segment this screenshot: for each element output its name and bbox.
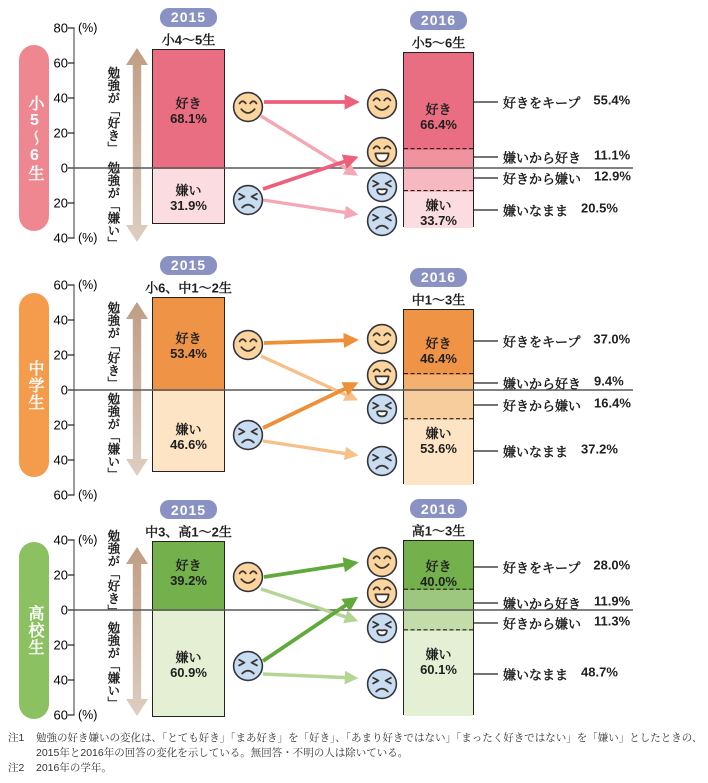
updown-arrow	[126, 302, 148, 476]
face-laugh-icon	[366, 359, 398, 391]
grade-label-2015: 小6、中1〜2生	[145, 280, 232, 296]
bar-2016-segment-1	[404, 590, 473, 611]
axis-note-like: 勉強が「好き」	[105, 301, 120, 389]
flow-label-text: 嫌いから好き	[503, 596, 582, 612]
bar-2015-like-text-value: 53.4%	[170, 346, 207, 361]
grade-label-2016: 小5〜6生	[411, 35, 466, 51]
footnote-2-text: 2016年の学年。	[36, 762, 112, 775]
flow-arrow-like-to-dislike	[261, 116, 355, 174]
axis-tick-label: 40	[53, 312, 68, 328]
badge-2016: 2016	[410, 11, 467, 30]
bar-2016-dislike-text-value: 53.6%	[420, 441, 457, 456]
flow-label	[503, 396, 631, 415]
badge-2015: 2015	[160, 500, 217, 519]
flow-value: 11.3%	[594, 613, 631, 629]
flow-value: 12.9%	[594, 168, 631, 184]
axis-tick-label: 20	[53, 195, 68, 211]
badge-2015: 2015	[160, 256, 217, 275]
flow-label-text: 嫌いなまま	[503, 203, 569, 219]
flow-arrow-like-keep	[264, 563, 355, 577]
axis-tick-label: 20	[53, 125, 68, 141]
flow-label	[503, 558, 630, 577]
flow-label	[503, 169, 631, 188]
flow-label	[503, 614, 630, 633]
group-pill-label: 中学生	[26, 359, 43, 411]
axis-tick-label: 20	[53, 637, 68, 653]
badge-2016: 2016	[410, 499, 467, 518]
flow-arrow-dislike-stay	[263, 200, 355, 214]
axis-tick-label: 20	[53, 567, 68, 583]
bar-2015-dislike-text	[170, 650, 207, 680]
face-laugh-icon	[366, 577, 398, 609]
bar-2016-like-text	[420, 559, 457, 589]
face-sad-icon	[366, 205, 398, 237]
bar-2016-like-text-label: 好き	[425, 336, 452, 351]
axis-tick-label: 40	[53, 672, 68, 688]
bar-2016-like-text	[420, 336, 457, 366]
percent-unit-label-bottom: (%)	[78, 231, 98, 245]
group-pill-label: 小5〜6生	[26, 94, 43, 182]
grade-label-2016: 高1〜3生	[411, 523, 466, 539]
flow-label-text: 嫌いなまま	[503, 444, 569, 460]
grade-label-2016: 中1〜3生	[411, 292, 466, 308]
axis-note-dislike: 勉強が「嫌い」	[105, 161, 120, 249]
percent-unit-label-top: (%)	[78, 278, 98, 292]
bar-2016-dislike-text	[420, 647, 457, 677]
axis-tick-label: 60	[53, 487, 68, 503]
group-pill-label: 高校生	[26, 605, 43, 656]
bar-2015-like-text	[170, 558, 207, 588]
bar-2016-dislike-text-value: 60.1%	[420, 662, 457, 677]
axis-tick-label: 80	[53, 20, 68, 36]
axis-tick-label: 60	[53, 55, 68, 71]
flow-label-text: 好きから嫌い	[503, 171, 582, 187]
footnotes	[8, 731, 704, 777]
bar-2016-dislike-text	[420, 198, 457, 228]
bar-2015-dislike-text	[170, 422, 207, 452]
axis-note-dislike: 勉強が「嫌い」	[105, 392, 120, 480]
flow-label	[503, 442, 618, 461]
flow-value: 55.4%	[593, 92, 631, 108]
face-sad-icon	[366, 668, 398, 700]
flow-value: 37.0%	[593, 331, 631, 347]
footnote-2-label: 注2	[8, 762, 25, 775]
footnote-2	[8, 761, 704, 776]
bar-2016-like-text-value: 40.0%	[420, 574, 457, 589]
bar-2015-like-text-value: 39.2%	[170, 573, 207, 588]
flow-arrow-dislike-to-like	[263, 599, 355, 661]
axis-tick-label: 40	[53, 90, 68, 106]
flow-label	[503, 332, 630, 351]
face-sad-icon	[366, 445, 398, 477]
footnote-1	[8, 731, 704, 761]
bar-2015-dislike-text	[170, 183, 207, 213]
face-sad-icon	[232, 419, 264, 451]
flow-arrow-dislike-to-like	[263, 158, 355, 189]
bar-2016-dislike-text-label: 嫌い	[425, 198, 452, 213]
axis-tick-label: 0	[60, 382, 68, 398]
axis-tick-label: 40	[53, 452, 68, 468]
bar-2016-like-text-label: 好き	[425, 559, 452, 574]
axis-tick-label: 60	[53, 707, 68, 723]
bar-2016-dislike-text-label: 嫌い	[425, 647, 452, 662]
flow-label	[503, 665, 618, 684]
flow-value: 16.4%	[594, 395, 631, 411]
flow-label	[503, 93, 630, 112]
badge-2016: 2016	[410, 268, 467, 287]
bar-2015-dislike-text-value: 46.6%	[170, 437, 207, 452]
axis-tick-label: 0	[60, 602, 68, 618]
bar-2015-like-text-label: 好き	[175, 558, 202, 573]
flow-label-text: 嫌いなまま	[503, 667, 569, 683]
flow-value: 48.7%	[581, 664, 618, 680]
flow-label-text: 嫌いから好き	[503, 376, 582, 392]
footnote-1-text: 勉強の好き嫌いの変化は、「とても好き」「まあ好き」を「好き」、「あまり好きではない」「まったく好きではない」を「嫌い」としたときの、2015年と2016年の回答の変化を示している。無回答・不明の人は除いている。	[36, 732, 703, 760]
face-happy-icon	[366, 546, 398, 578]
flow-label	[503, 148, 630, 167]
flow-arrow-dislike-stay	[263, 674, 355, 678]
face-cry-icon	[366, 612, 398, 644]
bar-2015-dislike-text-label: 嫌い	[175, 183, 202, 198]
grade-label-2015: 小4〜5生	[161, 32, 216, 48]
updown-arrow	[126, 547, 148, 716]
face-happy-icon	[232, 329, 264, 361]
face-sad-icon	[232, 184, 264, 216]
bar-2016-like-text-value: 46.4%	[420, 351, 457, 366]
axis-tick-label: 20	[53, 347, 68, 363]
bar-2015-dislike-text-label: 嫌い	[175, 422, 202, 437]
grade-label-2015: 中3、高1〜2生	[145, 524, 232, 540]
bar-2016-like-text-value: 66.4%	[420, 117, 457, 132]
bar-2016-segment-2	[404, 169, 473, 192]
axis-tick-label: 60	[53, 277, 68, 293]
flow-value: 11.1%	[594, 147, 631, 163]
face-happy-icon	[366, 88, 398, 120]
flow-arrow-like-keep	[264, 340, 355, 343]
bar-2016-like-text-label: 好き	[425, 102, 452, 117]
bar-2016-dislike-text-value: 33.7%	[420, 213, 457, 228]
flow-label-text: 好きをキープ	[503, 560, 581, 576]
flow-label-text: 嫌いから好き	[503, 150, 582, 166]
axis-note-like: 勉強が「好き」	[105, 529, 120, 617]
face-cry-icon	[366, 171, 398, 203]
updown-arrow	[126, 48, 148, 242]
bar-2015-like-text	[170, 331, 207, 361]
percent-unit-label-top: (%)	[78, 533, 98, 547]
flow-arrow-dislike-stay	[263, 441, 355, 455]
bar-2015-like-text	[170, 96, 207, 126]
face-happy-icon	[232, 561, 264, 593]
percent-unit-label-top: (%)	[78, 21, 98, 35]
bar-2016-segment-2	[404, 391, 473, 420]
bar-2016-like-text	[420, 102, 457, 132]
face-happy-icon	[366, 323, 398, 355]
bar-2015-dislike-text-value: 60.9%	[170, 665, 207, 680]
bar-2015-dislike-text-value: 31.9%	[170, 198, 207, 213]
axis-tick-label: 20	[53, 417, 68, 433]
flow-label	[503, 594, 630, 613]
flow-label-text: 好きをキープ	[503, 334, 581, 350]
axis-tick-label: 40	[53, 230, 68, 246]
bar-2016-segment-1	[404, 150, 473, 169]
bar-2015-like-text-value: 68.1%	[170, 111, 207, 126]
percent-unit-label-bottom: (%)	[78, 488, 98, 502]
face-laugh-icon	[366, 136, 398, 168]
face-cry-icon	[366, 393, 398, 425]
footnote-1-label: 注1	[8, 732, 25, 744]
flow-arrow-like-to-dislike	[261, 356, 355, 399]
bar-2016-segment-1	[404, 375, 473, 391]
bar-2016-dislike-text-label: 嫌い	[425, 426, 452, 441]
flow-label-text: 好きから嫌い	[503, 616, 582, 632]
flow-value: 37.2%	[581, 441, 618, 457]
flow-label-text: 好きから嫌い	[503, 398, 582, 414]
flow-value: 9.4%	[594, 373, 624, 389]
flow-arrow-dislike-to-like	[263, 384, 355, 428]
bar-2016-segment-2	[404, 611, 473, 631]
flow-arrow-like-to-dislike	[261, 589, 355, 620]
axis-note-dislike: 勉強が「嫌い」	[105, 621, 120, 709]
face-sad-icon	[232, 650, 264, 682]
flow-value: 11.9%	[594, 593, 631, 609]
axis-tick-label: 0	[60, 160, 68, 176]
badge-2015: 2015	[160, 8, 217, 27]
bar-2015-dislike-text-label: 嫌い	[175, 650, 202, 665]
bar-2015-like-text-label: 好き	[175, 96, 202, 111]
axis-note-like: 勉強が「好き」	[105, 66, 120, 154]
bar-2015-like-text-label: 好き	[175, 331, 202, 346]
flow-value: 28.0%	[593, 557, 631, 573]
percent-unit-label-bottom: (%)	[78, 708, 98, 722]
flow-label-text: 好きをキープ	[503, 95, 581, 111]
bar-2016-dislike-text	[420, 426, 457, 456]
face-happy-icon	[232, 91, 264, 123]
flow-label	[503, 374, 624, 393]
flow-label	[503, 201, 618, 220]
axis-tick-label: 40	[53, 532, 68, 548]
flow-value: 20.5%	[581, 200, 618, 216]
